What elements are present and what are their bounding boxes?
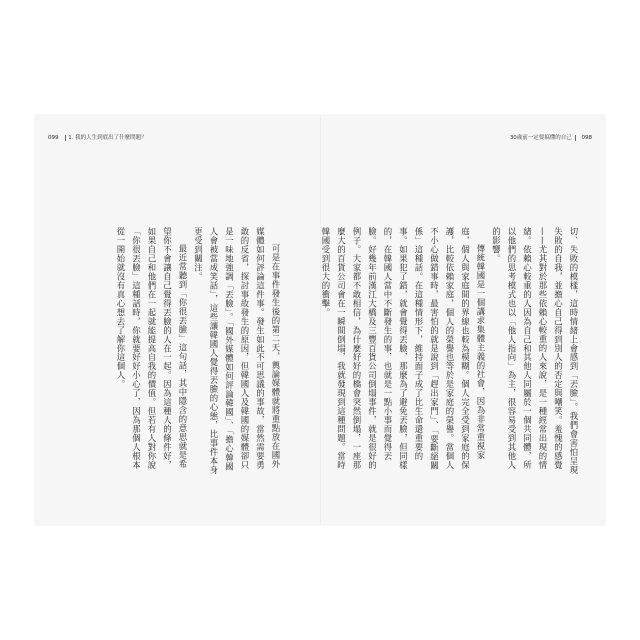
right-page-header — [510, 133, 595, 141]
right-paragraph-2: 傳統韓國是一個講求集體主義的社會，因為非常重視家庭，個人與家庭間的界線也較為模糊。個人完全受到家庭的保護，比較依賴家庭，個人的榮譽也等於是家庭的榮譽。當個人不小心做錯事時，最害怕的就是說到「趕出家門」、「要斷絕關係」這種話。在這種情形下，維持面子成了比生命還重要的事。如果犯了錯，就會覺得丟臉，那麼為了避免丟臉，但同樣的，在韓國人當中不斷發生的事，也就是一點小事而覺得丟臉。好幾年前漢江大橋及三豐百貨公司倒塌事件，就是很好的例子。大家都不敢相信，為什麼好好的橋會突然倒塌，一座那麼大的百貨公司會在一瞬間倒塌，我就發現到這種問題。當時韓國受到很大的衝擊。 — [321, 227, 486, 471]
right-page-body — [321, 227, 581, 477]
left-page-body — [97, 227, 283, 477]
header-divider — [65, 135, 66, 141]
left-page-header — [45, 133, 147, 141]
right-page-number: 098 — [581, 135, 592, 141]
left-page-number: 099 — [48, 135, 59, 141]
header-divider — [575, 135, 576, 141]
right-chapter-title: 30歲前一定要搞懂的自己 — [509, 135, 572, 141]
book-spread — [35, 115, 605, 525]
left-paragraph-1: 可是在事件發生後的第二天，輿論媒體就將重點放在國外媒體如何評論這件事。發生如此不可思議的事故，當然需要勇敢的反省，探討事故發生的原因，但韓國人及韓國的媒體卻只是一味地強調「丟臉」。「國外媒體如何評論韓國」、「擔心韓國人會被當成笑話」，這些讓韓國人覺得丟臉的心態，比事件本身更受到關注。 — [193, 227, 281, 475]
left-paragraph-2: 最近常聽到「你很丟臉」這句話，其中隱含的意思就是希望你不會讓自己覺得丟臉的人在一起。因為這種人的條件好，如果自己和他們在一起就能提高自我的價值。但若有人對你說「你很丟臉」這種話時，你就要好好小心了，因為那個人根本從一開始就沒有真心想去了解你這個人。 — [116, 227, 188, 470]
left-chapter-title: 1. 我的人生到底出了什麼問題？ — [68, 135, 147, 141]
right-paragraph-1: 切、失敗的模樣，這時情緒上會感到「丟臉」。我們會害怕呈現失敗的自我，並擔心自己得到別人的否定與嘲笑。羞愧的感覺——尤其對於那些依賴心較重的人來說，是一種經常出現的情緒。依賴心較重的人因為自己和其他人同屬於一個共同體，所以他們的思考模式也以「他人指向」為主，很容易受到其他人的影響。 — [491, 227, 579, 475]
